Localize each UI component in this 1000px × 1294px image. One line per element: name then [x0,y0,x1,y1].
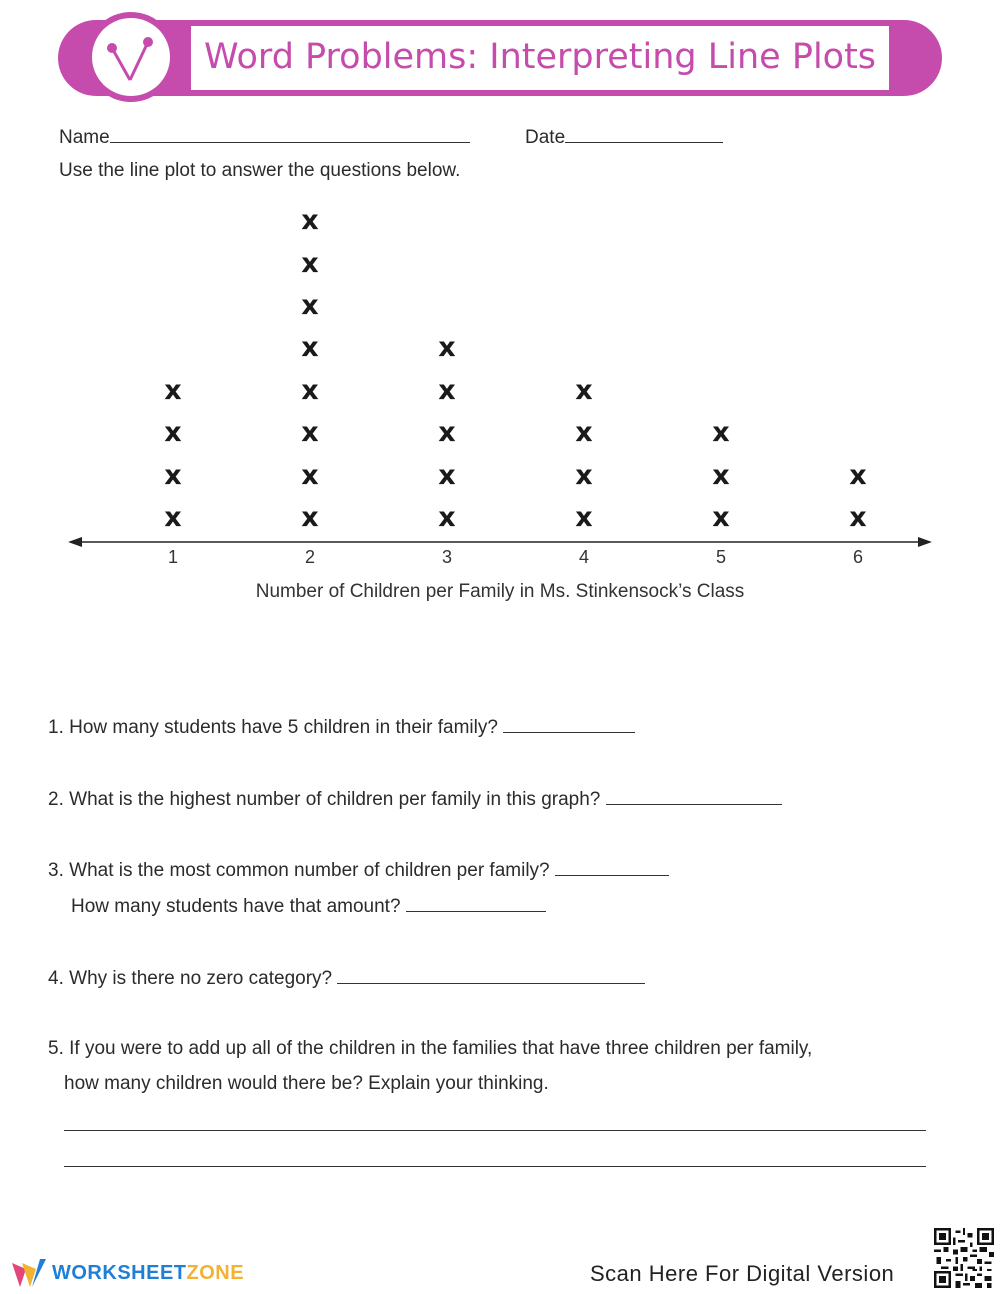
plot-mark: x [164,417,182,449]
page-title: Word Problems: Interpreting Line Plots [203,37,877,77]
x-axis-label: Number of Children per Family in Ms. Stinkensock’s Class [255,581,745,602]
tick-label: 3 [441,547,452,567]
plot-mark: x [575,459,593,491]
plot-mark: x [438,417,456,449]
plot-mark: x [575,502,593,533]
plot-mark: x [438,374,456,406]
worksheetzone-logo-icon [10,1257,50,1293]
plot-mark: x [712,502,730,533]
question-4 [48,965,645,990]
plot-mark: x [849,459,867,491]
plot-mark: x [712,417,730,449]
logo [92,18,170,96]
tick-label: 6 [852,547,863,567]
tick-label: 4 [578,547,589,567]
plot-mark: x [301,247,319,279]
question-text: How many students have 5 children in their family? [69,717,498,738]
plot-mark: x [164,459,182,491]
question-3 [48,857,669,882]
question-number: 4. [48,968,64,989]
name-input-line[interactable] [110,124,470,143]
date-label: Date [525,127,566,148]
plot-mark: x [301,417,319,449]
question-5-continuation: how many children would there be? Explain your thinking. [64,1073,549,1094]
question-number: 5. [48,1038,64,1059]
plot-mark: x [438,502,456,533]
answer-line[interactable] [503,714,635,733]
plot-mark: x [712,459,730,491]
answer-line[interactable] [64,1166,926,1167]
plot-mark: x [438,459,456,491]
plot-mark: x [301,502,319,533]
plot-mark: x [575,417,593,449]
question-5 [48,1038,812,1060]
name-line [59,124,470,149]
question-text: What is the most common number of children per family? [69,860,550,881]
date-line [525,124,723,149]
brand-name[interactable] [52,1262,244,1285]
plot-mark: x [301,205,319,237]
brand-second: ZONE [186,1262,245,1284]
question-text: What is the highest number of children per family in this graph? [69,789,601,810]
tick-label: 5 [715,547,726,567]
brand-v-icon [92,18,170,96]
plot-mark: x [301,290,319,321]
brand-first: WORKSHEET [52,1262,187,1284]
answer-line[interactable] [555,857,669,876]
question-number: 1. [48,717,64,738]
answer-line[interactable] [406,893,546,912]
name-label: Name [59,127,110,148]
question-text: If you were to add up all of the children in the families that have three children per family, [69,1038,813,1059]
plot-mark: x [301,459,319,491]
question-text: How many students have that amount? [71,896,401,917]
tick-label: 2 [304,547,315,567]
date-input-line[interactable] [565,124,723,143]
question-number: 2. [48,789,64,810]
plot-mark: x [301,332,319,364]
plot-mark: x [164,502,182,533]
scan-text: Scan Here For Digital Version [590,1261,895,1286]
question-1 [48,714,635,739]
question-3-followup [71,893,546,918]
answer-line[interactable] [64,1130,926,1131]
question-text: Why is there no zero category? [69,968,333,989]
tick-label: 1 [167,547,178,567]
plot-mark: x [575,374,593,406]
plot-mark: x [301,374,319,406]
plot-mark: x [849,502,867,533]
instructions: Use the line plot to answer the questions below. [59,160,461,181]
arrow-right-icon [918,537,932,547]
question-number: 3. [48,860,64,881]
answer-line[interactable] [606,786,782,805]
plot-mark: x [438,332,456,364]
plot-mark: x [164,374,182,406]
answer-line[interactable] [337,965,645,984]
qr-code-icon[interactable] [934,1228,994,1288]
arrow-left-icon [68,537,82,547]
question-2 [48,786,782,811]
